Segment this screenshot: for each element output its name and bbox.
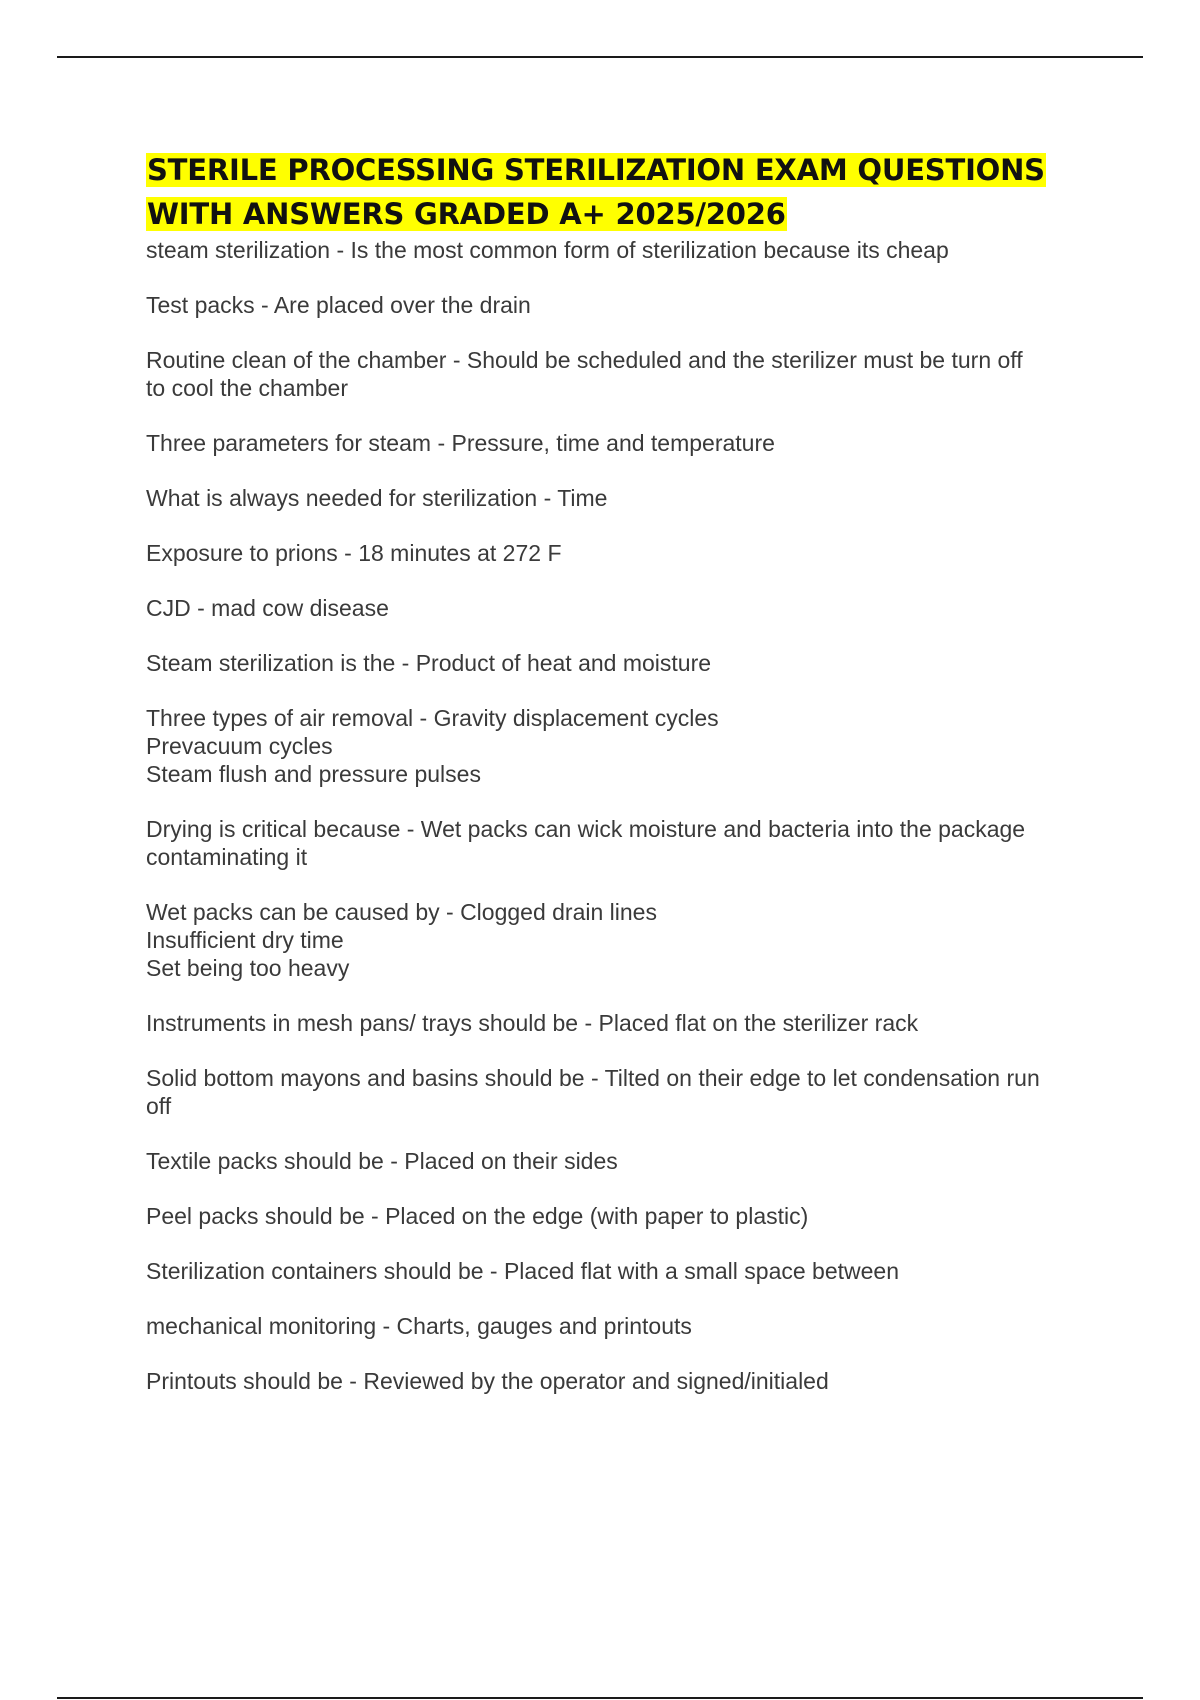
document-body [146,148,1106,1422]
qa-entry [146,1312,1106,1340]
qa-entry-line: What is always needed for sterilization - Time [146,485,608,511]
qa-entry-line: Peel packs should be - Placed on the edge (with paper to plastic) [146,1203,809,1229]
qa-entry [146,594,1106,622]
footer-rule [57,1697,1143,1699]
qa-entry [146,291,1106,319]
qa-entry-line: Textile packs should be - Placed on their sides [146,1148,618,1174]
qa-entry [146,1009,1106,1037]
header-rule [57,56,1143,58]
qa-entry-line: Three types of air removal - Gravity displacement cycles [146,705,719,731]
qa-entry-line: Routine clean of the chamber - Should be scheduled and the sterilizer must be turn off [146,347,1023,373]
qa-entry-line: Insufficient dry time [146,927,344,953]
qa-entry [146,429,1106,457]
qa-entry [146,1202,1106,1230]
qa-entry [146,1147,1106,1175]
qa-entry [146,649,1106,677]
qa-entry-line: Solid bottom mayons and basins should be - Tilted on their edge to let condensation run [146,1065,1040,1091]
qa-entry [146,898,1106,982]
qa-entry [146,346,1106,402]
qa-entry [146,704,1106,788]
qa-entry-line: Set being too heavy [146,955,350,981]
qa-entry-line: Three parameters for steam - Pressure, time and temperature [146,430,775,456]
qa-entry-line: steam sterilization - Is the most common form of sterilization because its cheap [146,237,949,263]
qa-entry-line: Test packs - Are placed over the drain [146,292,531,318]
qa-entry [146,815,1106,871]
qa-entry-line: Printouts should be - Reviewed by the operator and signed/initialed [146,1368,829,1394]
qa-entry-line: Exposure to prions - 18 minutes at 272 F [146,540,562,566]
title-line-2: WITH ANSWERS GRADED A+ 2025/2026 [147,197,786,231]
qa-list [146,236,1106,1395]
qa-entry-line: Steam sterilization is the - Product of heat and moisture [146,650,712,676]
qa-entry [146,1064,1106,1120]
document-title [146,148,1106,236]
qa-entry-line: Instruments in mesh pans/ trays should be - Placed flat on the sterilizer rack [146,1010,919,1036]
qa-entry [146,539,1106,567]
qa-entry [146,1257,1106,1285]
qa-entry-line: Steam flush and pressure pulses [146,761,481,787]
qa-entry [146,236,1106,264]
qa-entry-line: off [146,1093,172,1119]
qa-entry-line: to cool the chamber [146,375,349,401]
title-line-1: STERILE PROCESSING STERILIZATION EXAM QUESTIONS [147,153,1045,187]
qa-entry [146,1367,1106,1395]
qa-entry-line: contaminating it [146,844,308,870]
qa-entry-line: CJD - mad cow disease [146,595,389,621]
qa-entry-line: Sterilization containers should be - Placed flat with a small space between [146,1258,900,1284]
qa-entry-line: Wet packs can be caused by - Clogged drain lines [146,899,657,925]
qa-entry-line: Drying is critical because - Wet packs can wick moisture and bacteria into the package [146,816,1026,842]
qa-entry [146,484,1106,512]
qa-entry-line: mechanical monitoring - Charts, gauges and printouts [146,1313,692,1339]
qa-entry-line: Prevacuum cycles [146,733,333,759]
